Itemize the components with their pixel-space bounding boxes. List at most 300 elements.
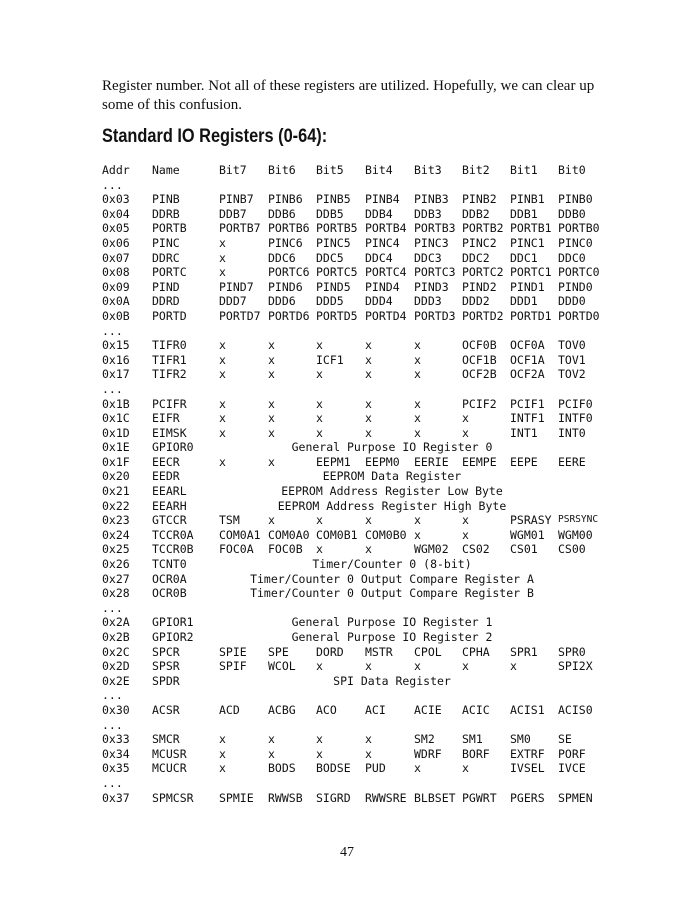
bit-1-cell: PSRASY (510, 513, 552, 528)
bit-7-cell: x (219, 235, 226, 250)
bit-7-cell: DDB7 (219, 206, 247, 221)
register-name: GPIOR2 (152, 630, 194, 644)
register-name: MCUSR (152, 746, 187, 761)
register-name: PCIFR (152, 396, 187, 411)
bit-2-cell: OCF0B (462, 338, 497, 353)
register-description: General Purpose IO Register 0 (291, 440, 493, 455)
register-name: EECR (152, 454, 180, 469)
register-address: 0x20 (102, 469, 130, 484)
register-address: 0x2E (102, 673, 130, 688)
bit-1-cell: PORTD1 (510, 308, 552, 323)
header-bit1: Bit1 (510, 163, 538, 177)
bit-1-cell: PCIF1 (510, 396, 545, 411)
bit-0-cell: CS00 (558, 542, 586, 557)
table-row (102, 645, 622, 660)
table-row (102, 367, 622, 382)
register-name: OCR0A (152, 571, 187, 586)
bit-0-cell: INT0 (558, 425, 586, 440)
bit-5-cell: x (316, 513, 323, 528)
bit-6-cell: PORTB6 (268, 221, 310, 236)
table-row (102, 528, 622, 543)
bit-0-cell: TOV1 (558, 352, 586, 367)
register-address: 0x1E (102, 440, 130, 455)
bit-7-cell: SPIE (219, 644, 247, 659)
table-row (102, 207, 622, 222)
bit-3-cell: ACIE (414, 702, 442, 717)
bit-2-cell: PGWRT (462, 790, 497, 805)
table-ellipsis-row (102, 688, 622, 703)
bit-5-cell: SIGRD (316, 790, 351, 805)
bit-3-cell: WDRF (414, 746, 442, 761)
register-name: PORTB (152, 221, 187, 236)
bit-6-cell: BODS (268, 761, 296, 776)
bit-1-cell: PGERS (510, 790, 545, 805)
register-description: Timer/Counter 0 Output Compare Register A (250, 571, 534, 586)
bit-0-cell: TOV0 (558, 338, 586, 353)
bit-3-cell: DDD3 (414, 294, 442, 309)
header-addr: Addr (102, 163, 130, 177)
bit-4-cell: PORTD4 (365, 308, 407, 323)
bit-4-cell: x (365, 352, 372, 367)
ellipsis-text: ... (102, 775, 123, 790)
bit-4-cell: COM0B0 (365, 527, 407, 542)
bit-7-cell: x (219, 425, 226, 440)
table-row (102, 440, 622, 455)
bit-4-cell: x (365, 411, 372, 426)
bit-0-cell: DDB0 (558, 206, 586, 221)
table-row (102, 353, 622, 368)
bit-0-cell: PINC0 (558, 235, 593, 250)
table-row (102, 411, 622, 426)
register-address: 0x0A (102, 294, 130, 309)
table-ellipsis-row (102, 178, 622, 193)
table-ellipsis-row (102, 324, 622, 339)
table-ellipsis-row (102, 718, 622, 733)
bit-5-cell: ICF1 (316, 352, 344, 367)
bit-5-cell: x (316, 411, 323, 426)
bit-1-cell: DDC1 (510, 250, 538, 265)
bit-5-cell: DDC5 (316, 250, 344, 265)
register-address: 0x23 (102, 513, 130, 528)
bit-1-cell: DDB1 (510, 206, 538, 221)
bit-6-cell: RWWSB (268, 790, 303, 805)
bit-4-cell: x (365, 659, 372, 674)
bit-1-cell: SPR1 (510, 644, 538, 659)
bit-5-cell: x (316, 396, 323, 411)
register-name: PINB (152, 192, 180, 207)
register-address: 0x24 (102, 527, 130, 542)
bit-0-cell: PORTD0 (558, 308, 600, 323)
bit-7-cell: x (219, 746, 226, 761)
bit-7-cell: x (219, 367, 226, 382)
register-description: EEPROM Address Register High Byte (277, 498, 507, 513)
table-body (102, 178, 622, 806)
bit-2-cell: PINB2 (462, 192, 497, 207)
section-heading: Standard IO Registers (0-64): (102, 126, 328, 147)
bit-3-cell: x (414, 338, 421, 353)
register-name: EEDR (152, 469, 180, 484)
bit-5-cell: x (316, 659, 323, 674)
page-number: 47 (340, 845, 354, 860)
bit-5-cell: EEPM1 (316, 454, 351, 469)
bit-1-cell: EXTRF (510, 746, 545, 761)
bit-2-cell: DDB2 (462, 206, 490, 221)
bit-2-cell: OCF1B (462, 352, 497, 367)
bit-6-cell: x (268, 454, 275, 469)
bit-3-cell: EERIE (414, 454, 449, 469)
table-row (102, 265, 622, 280)
header-name: Name (152, 163, 180, 177)
table-row (102, 469, 622, 484)
bit-4-cell: x (365, 746, 372, 761)
register-address: 0x15 (102, 338, 130, 353)
table-row (102, 542, 622, 557)
bit-5-cell: PORTB5 (316, 221, 358, 236)
bit-1-cell: INTF1 (510, 411, 545, 426)
bit-6-cell: x (268, 732, 275, 747)
bit-6-cell: ACBG (268, 702, 296, 717)
bit-7-cell: PINB7 (219, 192, 254, 207)
register-name: SPMCSR (152, 790, 194, 805)
table-row (102, 499, 622, 514)
table-row (102, 572, 622, 587)
register-name: TCCR0B (152, 542, 194, 557)
bit-5-cell: DDD5 (316, 294, 344, 309)
bit-5-cell: BODSE (316, 761, 351, 776)
bit-0-cell: DDC0 (558, 250, 586, 265)
bit-3-cell: x (414, 659, 421, 674)
bit-2-cell: x (462, 659, 469, 674)
table-row (102, 455, 622, 470)
register-name: DDRC (152, 250, 180, 265)
register-address: 0x27 (102, 571, 130, 586)
bit-4-cell: PIND4 (365, 279, 400, 294)
register-address: 0x1D (102, 425, 130, 440)
register-address: 0x33 (102, 732, 130, 747)
table-row (102, 659, 622, 674)
bit-3-cell: x (414, 411, 421, 426)
bit-5-cell: x (316, 732, 323, 747)
table-row (102, 294, 622, 309)
bit-0-cell: PINB0 (558, 192, 593, 207)
register-name: GTCCR (152, 513, 187, 528)
bit-2-cell: PINC2 (462, 235, 497, 250)
register-address: 0x30 (102, 702, 130, 717)
register-name: TIFR1 (152, 352, 187, 367)
bit-6-cell: PIND6 (268, 279, 303, 294)
register-name: MCUCR (152, 761, 187, 776)
bit-1-cell: EEPE (510, 454, 538, 469)
bit-2-cell: BORF (462, 746, 490, 761)
bit-4-cell: x (365, 396, 372, 411)
bit-5-cell: PORTC5 (316, 265, 358, 280)
register-table (102, 163, 622, 805)
header-bit2: Bit2 (462, 163, 490, 177)
table-row (102, 513, 622, 528)
register-name: TCCR0A (152, 527, 194, 542)
register-address: 0x2C (102, 644, 130, 659)
bit-1-cell: OCF1A (510, 352, 545, 367)
bit-4-cell: x (365, 367, 372, 382)
register-address: 0x17 (102, 367, 130, 382)
intro-paragraph: Register number. Not all of these registers are utilized. Hopefully, we can clear up some of this confusion. (102, 78, 595, 113)
table-ellipsis-row (102, 776, 622, 791)
register-address: 0x2B (102, 630, 130, 644)
bit-2-cell: ACIC (462, 702, 490, 717)
bit-6-cell: SPE (268, 644, 289, 659)
bit-3-cell: PIND3 (414, 279, 449, 294)
bit-0-cell: IVCE (558, 761, 586, 776)
bit-6-cell: x (268, 746, 275, 761)
bit-0-cell: SPR0 (558, 644, 586, 659)
table-row (102, 761, 622, 776)
register-address: 0x28 (102, 586, 130, 601)
register-description: EEPROM Address Register Low Byte (281, 484, 503, 499)
bit-3-cell: x (414, 367, 421, 382)
bit-4-cell: PINB4 (365, 192, 400, 207)
register-name: GPIOR0 (152, 440, 194, 455)
bit-1-cell: WGM01 (510, 527, 545, 542)
register-name: DDRB (152, 206, 180, 221)
bit-1-cell: PORTB1 (510, 221, 552, 236)
register-address: 0x03 (102, 192, 130, 207)
bit-0-cell: PCIF0 (558, 396, 593, 411)
bit-3-cell: x (414, 513, 421, 528)
bit-1-cell: DDD1 (510, 294, 538, 309)
bit-1-cell: ACIS1 (510, 702, 545, 717)
register-name: TIFR0 (152, 338, 187, 353)
bit-6-cell: PINB6 (268, 192, 303, 207)
bit-6-cell: PINC6 (268, 235, 303, 250)
bit-7-cell: DDD7 (219, 294, 247, 309)
bit-3-cell: DDC3 (414, 250, 442, 265)
bit-6-cell: x (268, 513, 275, 528)
bit-5-cell: PIND5 (316, 279, 351, 294)
bit-3-cell: BLBSET (414, 790, 456, 805)
register-name: OCR0B (152, 586, 187, 601)
register-name: EEARH (152, 498, 187, 513)
register-address: 0x1B (102, 396, 130, 411)
bit-2-cell: CS02 (462, 542, 490, 557)
bit-3-cell: PORTB3 (414, 221, 456, 236)
bit-6-cell: x (268, 411, 275, 426)
bit-7-cell: x (219, 250, 226, 265)
bit-4-cell: EEPM0 (365, 454, 400, 469)
bit-6-cell: PORTC6 (268, 265, 310, 280)
bit-4-cell: RWWSRE (365, 790, 407, 805)
bit-4-cell: PORTC4 (365, 265, 407, 280)
bit-2-cell: PCIF2 (462, 396, 497, 411)
bit-0-cell: SPMEN (558, 790, 593, 805)
bit-5-cell: x (316, 367, 323, 382)
register-name: TIFR2 (152, 367, 187, 382)
register-address: 0x35 (102, 761, 130, 776)
bit-5-cell: ACO (316, 702, 337, 717)
ellipsis-text: ... (102, 717, 123, 732)
bit-2-cell: PORTD2 (462, 308, 504, 323)
bit-5-cell: DORD (316, 644, 344, 659)
bit-1-cell: OCF2A (510, 367, 545, 382)
table-header-row (102, 163, 622, 178)
register-description: General Purpose IO Register 2 (291, 630, 493, 644)
bit-0-cell: EERE (558, 454, 586, 469)
bit-0-cell: PIND0 (558, 279, 593, 294)
table-row (102, 309, 622, 324)
bit-3-cell: WGM02 (414, 542, 449, 557)
register-address: 0x26 (102, 557, 130, 572)
bit-2-cell: DDC2 (462, 250, 490, 265)
bit-5-cell: PINB5 (316, 192, 351, 207)
table-row (102, 703, 622, 718)
table-ellipsis-row (102, 601, 622, 616)
bit-1-cell: CS01 (510, 542, 538, 557)
table-row (102, 557, 622, 572)
register-description: EEPROM Data Register (322, 469, 462, 484)
bit-4-cell: x (365, 513, 372, 528)
table-row (102, 280, 622, 295)
table-row (102, 221, 622, 236)
bit-2-cell: PORTB2 (462, 221, 504, 236)
register-address: 0x21 (102, 484, 130, 499)
bit-6-cell: x (268, 425, 275, 440)
bit-1-cell: SM0 (510, 732, 531, 747)
bit-2-cell: PIND2 (462, 279, 497, 294)
bit-6-cell: WCOL (268, 659, 296, 674)
bit-3-cell: SM2 (414, 732, 435, 747)
bit-2-cell: x (462, 761, 469, 776)
table-row (102, 791, 622, 806)
bit-7-cell: x (219, 352, 226, 367)
table-row (102, 586, 622, 601)
register-name: PORTC (152, 265, 187, 280)
bit-7-cell: x (219, 732, 226, 747)
bit-1-cell: PINB1 (510, 192, 545, 207)
register-address: 0x2A (102, 615, 130, 630)
register-address: 0x06 (102, 235, 130, 250)
bit-7-cell: x (219, 761, 226, 776)
register-name: PIND (152, 279, 180, 294)
table-row (102, 236, 622, 251)
bit-5-cell: PINC5 (316, 235, 351, 250)
bit-7-cell: x (219, 265, 226, 280)
bit-3-cell: PINC3 (414, 235, 449, 250)
bit-3-cell: PORTC3 (414, 265, 456, 280)
bit-5-cell: x (316, 338, 323, 353)
bit-6-cell: FOC0B (268, 542, 303, 557)
bit-4-cell: x (365, 542, 372, 557)
ellipsis-text: ... (102, 600, 123, 615)
bit-1-cell: INT1 (510, 425, 538, 440)
register-address: 0x0B (102, 308, 130, 323)
bit-4-cell: x (365, 425, 372, 440)
bit-6-cell: x (268, 338, 275, 353)
bit-6-cell: COM0A0 (268, 527, 310, 542)
bit-7-cell: TSM (219, 513, 240, 528)
bit-3-cell: x (414, 425, 421, 440)
bit-4-cell: ACI (365, 702, 386, 717)
bit-6-cell: x (268, 367, 275, 382)
table-ellipsis-row (102, 382, 622, 397)
table-row (102, 251, 622, 266)
table-row (102, 615, 622, 630)
table-row (102, 630, 622, 645)
bit-0-cell: PORTB0 (558, 221, 600, 236)
bit-1-cell: PIND1 (510, 279, 545, 294)
bit-4-cell: MSTR (365, 644, 393, 659)
header-bit5: Bit5 (316, 163, 344, 177)
header-bit7: Bit7 (219, 163, 247, 177)
bit-0-cell: DDD0 (558, 294, 586, 309)
header-bit3: Bit3 (414, 163, 442, 177)
register-address: 0x04 (102, 206, 130, 221)
register-address: 0x1C (102, 411, 130, 426)
bit-0-cell: ACIS0 (558, 702, 593, 717)
bit-7-cell: ACD (219, 702, 240, 717)
bit-4-cell: PUD (365, 761, 386, 776)
register-name: TCNT0 (152, 557, 187, 572)
register-name: EIMSK (152, 425, 187, 440)
register-name: SPCR (152, 644, 180, 659)
ellipsis-text: ... (102, 177, 123, 192)
bit-6-cell: DDC6 (268, 250, 296, 265)
bit-2-cell: EEMPE (462, 454, 497, 469)
register-address: 0x1F (102, 454, 130, 469)
register-name: SPDR (152, 673, 180, 688)
register-address: 0x2D (102, 659, 130, 674)
bit-7-cell: SPMIE (219, 790, 254, 805)
register-address: 0x25 (102, 542, 130, 557)
table-row (102, 397, 622, 412)
table-row (102, 674, 622, 689)
bit-1-cell: x (510, 659, 517, 674)
bit-1-cell: OCF0A (510, 338, 545, 353)
bit-0-cell: SE (558, 732, 572, 747)
bit-7-cell: SPIF (219, 659, 247, 674)
bit-7-cell: x (219, 396, 226, 411)
register-description: Timer/Counter 0 Output Compare Register B (250, 586, 534, 601)
register-address: 0x22 (102, 498, 130, 513)
register-name: SPSR (152, 659, 180, 674)
table-row (102, 192, 622, 207)
bit-0-cell: PORF (558, 746, 586, 761)
register-name: SMCR (152, 732, 180, 747)
bit-2-cell: x (462, 513, 469, 528)
register-name: PORTD (152, 308, 187, 323)
bit-1-cell: PORTC1 (510, 265, 552, 280)
table-row (102, 484, 622, 499)
bit-5-cell: x (316, 542, 323, 557)
register-address: 0x08 (102, 265, 130, 280)
register-address: 0x16 (102, 352, 130, 367)
table-row (102, 338, 622, 353)
bit-5-cell: COM0B1 (316, 527, 358, 542)
bit-3-cell: x (414, 527, 421, 542)
bit-0-cell: SPI2X (558, 659, 593, 674)
bit-7-cell: COM0A1 (219, 527, 261, 542)
bit-0-cell: PORTC0 (558, 265, 600, 280)
header-bit0: Bit0 (558, 163, 586, 177)
ellipsis-text: ... (102, 688, 123, 703)
bit-7-cell: PORTB7 (219, 221, 261, 236)
bit-2-cell: PORTC2 (462, 265, 504, 280)
register-address: 0x07 (102, 250, 130, 265)
register-name: GPIOR1 (152, 615, 194, 630)
bit-7-cell: FOC0A (219, 542, 254, 557)
bit-5-cell: DDB5 (316, 206, 344, 221)
bit-0-cell: PSRSYNC (558, 514, 599, 526)
register-description: Timer/Counter 0 (8-bit) (312, 557, 472, 572)
register-description: SPI Data Register (333, 673, 451, 688)
